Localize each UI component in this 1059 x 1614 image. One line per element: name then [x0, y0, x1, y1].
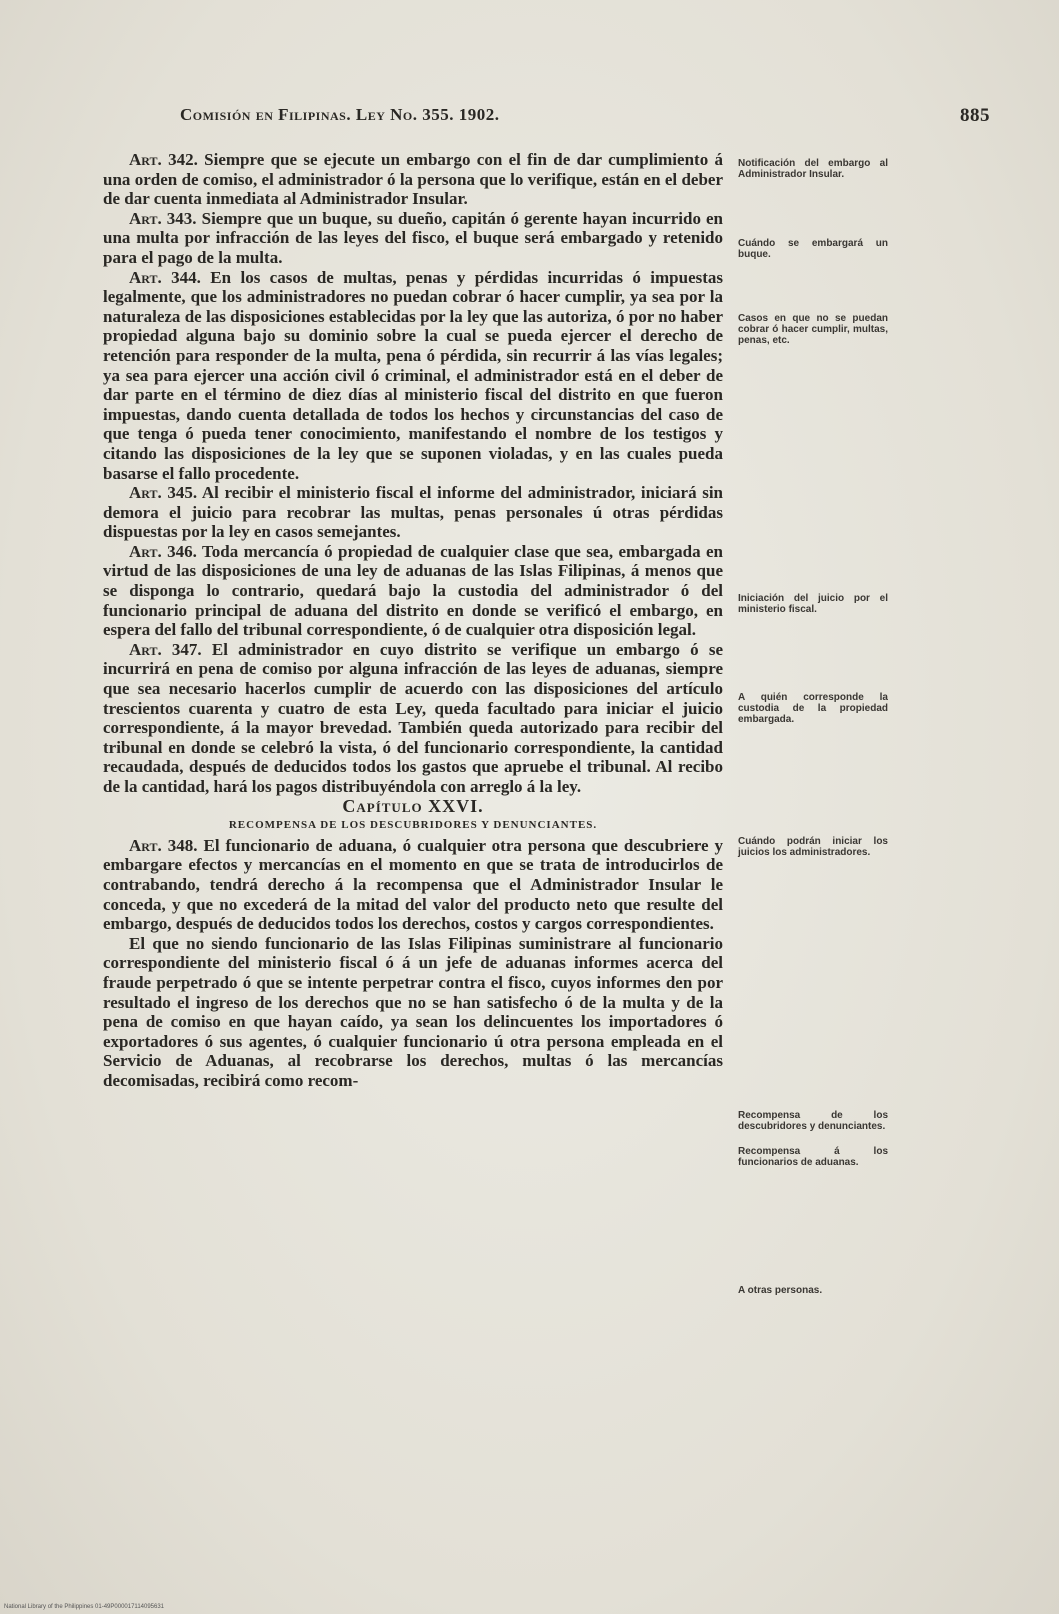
article-346: Art. 346. Toda mercancía ó propiedad de cualquier clase que sea, embargada en virtud de las disposiciones de una ley de aduanas de las Islas Filipinas, á menos que se disponga lo contrario, quedará bajo la custodia del administrador ó del funcionario principal de aduana del distrito en donde se verificó el embargo, en espera del fallo del tribunal correspondiente, ó de cualquier otra disposición legal.	[103, 541, 723, 640]
article-347: Art. 347. El administrador en cuyo distrito se verifique un embargo ó se incurrirá en pena de comiso por alguna infracción de las leyes de aduanas, siempre que sea necesario hacerlos cumplir de acuerdo con las disposiciones del artículo trescientos cuarenta y cuatro de esta Ley, queda facultado para iniciar el juicio correspondiente, á la mayor brevedad. También queda autorizado para recibir del tribunal en donde se celebró la vista, ó del funcionario correspondiente, la cantidad recaudada, después de deducidos todos los gastos que apruebe el tribunal. Al recibo de la cantidad, hará los pagos distribuyéndola con arreglo á la ley.	[103, 639, 724, 796]
article-343: Art. 343. Siempre que un buque, su dueño, capitán ó gerente hayan incurrido en una multa por infracción de las leyes del fisco, el buque será embargado y retenido para el pago de la multa.	[103, 208, 724, 267]
chapter-title: Capítulo XXVI.	[342, 795, 484, 816]
article-345: Art. 345. Al recibir el ministerio fiscal el informe del administrador, iniciará sin demora el juicio para recobrar las multas, penas personales ú otras pérdidas dispuestas por la ley en casos semejantes.	[103, 483, 724, 542]
margin-note: Recompensa á los funcionarios de aduanas.	[738, 1146, 888, 1168]
margin-note: Cuándo podrán iniciar los juicios los administradores.	[738, 836, 888, 858]
margin-note: Notificación del embargo al Administrador Insular.	[738, 158, 888, 180]
article-348-paragraph-2: El que no siendo funcionario de las Islas Filipinas suministrare al funcionario correspondiente del ministerio fiscal ó á un jefe de aduanas informes acerca del fraude perpetrado ó que se intente perpetrar contra el fisco, cuyos informes den por resultado el ingreso de los derechos que no se han satisfecho ó de la multa y de la pena de comiso en que hayan caído, ya sean los delincuentes los importadores ó exportadores ó sus agentes, ó cualquier funcionario ú otra persona empleada en el Servicio de Aduanas, al recobrarse los derechos, multas ó las mercancías decomisadas, recibirá como recom-	[103, 933, 723, 1090]
margin-note: Casos en que no se puedan cobrar ó hacer cumplir, multas, penas, etc.	[738, 313, 888, 346]
margin-note: Cuándo se embargará un buque.	[738, 238, 888, 260]
margin-note: A otras personas.	[738, 1285, 823, 1296]
running-title: Comisión en Filipinas. Ley No. 355. 1902.	[180, 105, 500, 124]
margin-note: Iniciación del juicio por el ministerio fiscal.	[738, 593, 888, 615]
main-text-column	[103, 150, 723, 1091]
running-header	[180, 105, 990, 126]
scan-footer: National Library of the Philippines 01-49P000017114095631	[4, 1604, 165, 1610]
article-348: Art. 348. El funcionario de aduana, ó cualquier otra persona que descubriere y embargare efectos y mercancías en el momento en que se trata de introducirlos de contrabando, tendrá derecho á la recompensa que el Administrador Insular le conceda, y que no excederá de la mitad del valor del producto neto que resulte del embargo, después de deducidos todos los derechos, costos y cargos correspondientes.	[103, 835, 724, 934]
article-344: Art. 344. En los casos de multas, penas y pérdidas incurridas ó impuestas legalmente, que los administradores no puedan cobrar ó hacer cumplir, ya sea por la naturaleza de las disposiciones establecidas por la ley que las autoriza, ó por no haber propiedad alguna bajo su dominio sobre la cual se pueda ejercer el derecho de retención para responder de la multa, pena ó pérdida, sin recurrir á las vías legales; ya sea para ejercer una acción civil ó criminal, el administrador está en el deber de dar parte en el término de diez días al ministerio fiscal del distrito en que fueron impuestas, dando cuenta detallada de todos los hechos y circunstancias del caso de que tenga ó pueda tener conocimiento, manifestando el nombre de los testigos y citando las disposiciones de la ley que se suponen violadas, y en las cuales pueda basarse el fallo procedente.	[103, 267, 724, 483]
margin-note: Recompensa de los descubridores y denunciantes.	[738, 1110, 888, 1132]
article-342: Art. 342. Siempre que se ejecute un embargo con el fin de dar cumplimiento á una orden de comiso, el administrador ó la persona que lo verifique, están en el deber de dar cuenta inmediata al Administrador Insular.	[103, 150, 723, 209]
page-number: 885	[960, 105, 990, 126]
chapter-subtitle: RECOMPENSA DE LOS DESCUBRIDORES Y DENUNCIANTES.	[228, 819, 598, 832]
margin-note: A quién corresponde la custodia de la propiedad embargada.	[738, 692, 888, 725]
